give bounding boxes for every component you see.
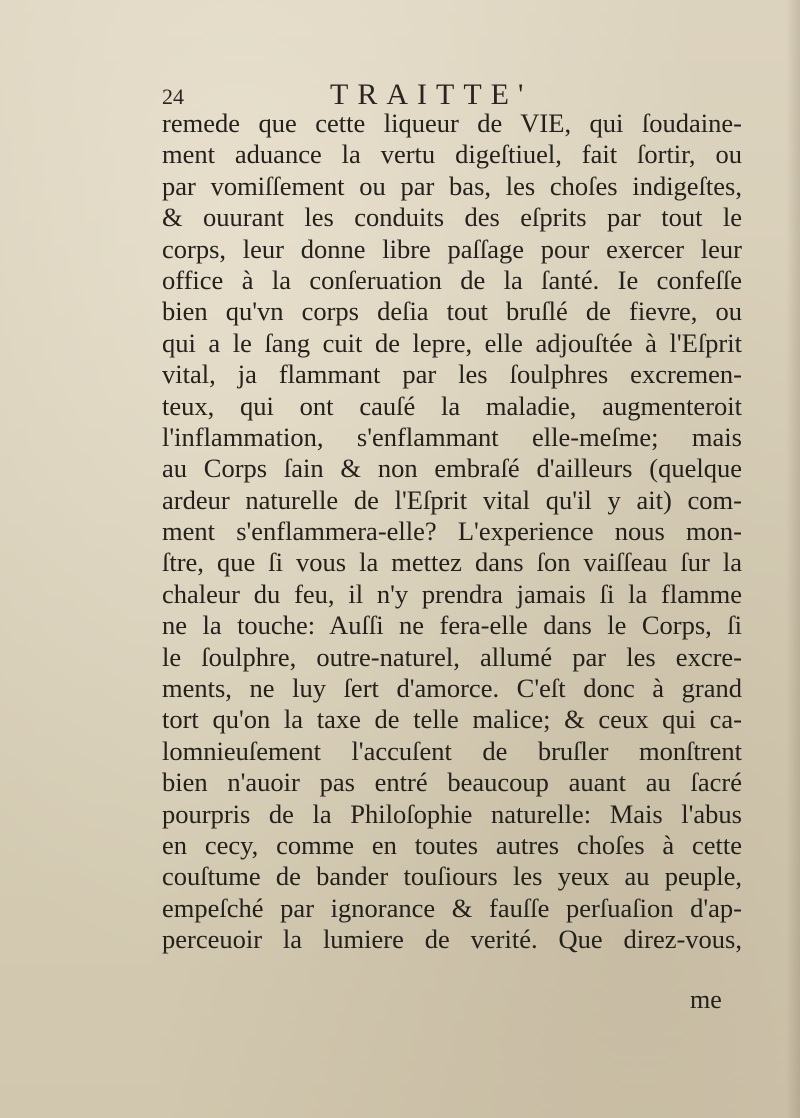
catchword: me: [690, 985, 722, 1014]
text-line: office à la conſeruation de la ſanté. Ie confeſſe: [162, 264, 742, 295]
text-line: par vomiſſement ou par bas, les choſes indigeſtes,: [162, 170, 742, 201]
text-line: l'inflammation, s'enflammant elle-meſme; mais: [162, 421, 742, 452]
text-line: bien n'auoir pas entré beaucoup auant au ſacré: [162, 767, 742, 798]
text-line: ments, ne luy ſert d'amorce. C'eſt donc à grand: [162, 673, 742, 704]
page-edge-shadow: [786, 0, 800, 1118]
text-line: qui a le ſang cuit de lepre, elle adjouſtée à l'Eſprit: [162, 327, 742, 358]
text-line: perceuoir la lumiere de verité. Que direz-vous,: [162, 924, 742, 955]
text-line: empeſché par ignorance & fauſſe perſuaſion d'ap-: [162, 892, 742, 923]
text-line: ne la touche: Auſſi ne fera-elle dans le Corps, ſi: [162, 610, 742, 641]
body-text: [162, 108, 742, 956]
text-line: ment aduance la vertu digeſtiuel, fait ſortir, ou: [162, 139, 742, 170]
text-line: & ouurant les conduits des eſprits par tout le: [162, 202, 742, 233]
text-line: teux, qui ont cauſé la maladie, augmenteroit: [162, 390, 742, 421]
page-number: 24: [162, 84, 184, 109]
text-line: bien qu'vn corps deſia tout bruſlé de fievre, ou: [162, 296, 742, 327]
text-line: pourpris de la Philoſophie naturelle: Mais l'abus: [162, 798, 742, 829]
text-line: lomnieuſement l'accuſent de bruſler monſtrent: [162, 735, 742, 766]
text-line: le ſoulphre, outre-naturel, allumé par les excre-: [162, 641, 742, 672]
text-line: au Corps ſain & non embraſé d'ailleurs (quelque: [162, 453, 742, 484]
page-header: [162, 78, 742, 112]
text-line: ſtre, que ſi vous la mettez dans ſon vaiſſeau ſur la: [162, 547, 742, 578]
text-line: chaleur du feu, il n'y prendra jamais ſi la flamme: [162, 578, 742, 609]
running-title: TRAITTE': [330, 78, 533, 111]
text-line: couſtume de bander touſiours les yeux au peuple,: [162, 861, 742, 892]
text-line: corps, leur donne libre paſſage pour exercer leur: [162, 233, 742, 264]
text-line: tort qu'on la taxe de telle malice; & ceux qui ca-: [162, 704, 742, 735]
text-line: ardeur naturelle de l'Eſprit vital qu'il y ait) com-: [162, 484, 742, 515]
text-line: en cecy, comme en toutes autres choſes à cette: [162, 829, 742, 860]
text-line: remede que cette liqueur de VIE, qui ſoudaine-: [162, 108, 742, 138]
text-line: ment s'enflammera-elle? L'experience nous mon-: [162, 516, 742, 547]
text-line: vital, ja flammant par les ſoulphres excremen-: [162, 359, 742, 390]
